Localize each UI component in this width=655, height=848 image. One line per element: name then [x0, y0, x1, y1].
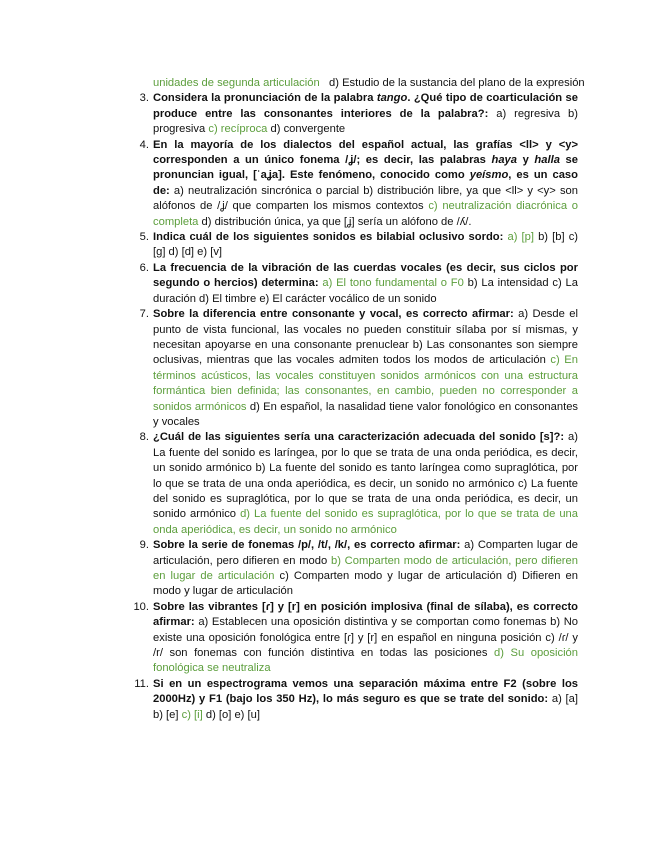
question-number: 9. — [139, 539, 149, 552]
option-text: b) La intensidad c) La duración d) El timbre e) El carácter vocálico de un sonido — [153, 277, 578, 305]
carry-over-text — [131, 76, 585, 91]
question-item — [131, 261, 578, 307]
questions-container — [131, 91, 578, 723]
question-number: 4. — [139, 138, 149, 151]
option-text: a) [a] b) [e] — [153, 693, 578, 721]
option-text: d) distribución única, ya que [ʝ] sería un alófono de /ʎ/. — [198, 215, 472, 228]
italic-term: halla — [534, 154, 560, 167]
correct-answer: d) La fuente del sonido es supraglótica, por lo que se trata de una onda aperiódica, es decir, un sonido no armónico — [153, 508, 579, 536]
question-item — [131, 91, 578, 137]
question-stem: Sobre las vibrantes [ɾ] y [r] en posición implosiva (final de sílaba), es correcto afirmar: — [153, 600, 578, 629]
question-stem: Sobre la serie de fonemas /p/, /t/, /k/, es correcto afirmar: — [153, 539, 461, 552]
option-text: a) La fuente del sonido es laríngea, por lo que se trata de una onda periódica, es decir, un sonido armónico b) La fuente del sonido es tanto laríngea como supraglótica, por lo que se trata de una onda aperiódica, es decir, un sonido no armónico c) La fuente del sonido es supraglótica, por lo que se trata de una onda periódica, es decir, un sonido armónico — [153, 431, 578, 521]
question-item — [131, 307, 578, 430]
option-text: a) Desde el punto de vista funcional, las vocales no pueden constituir sílaba por sí mismas, y necesitan apoyarse en una consonante prenuclear b) Las consonantes son siempre oclusivas, mientras que las vocales admiten todos los modos de articulación — [153, 308, 578, 367]
correct-answer: b) Comparten modo de articulación, pero difieren en lugar de articulación — [153, 554, 578, 582]
option-text: c) Comparten modo y lugar de articulación d) Difieren en modo y lugar de articulación — [153, 570, 578, 598]
option-text: a) regresiva b) progresiva — [153, 107, 578, 136]
correct-answer: d) Su oposición fonológica se neutraliza — [153, 647, 578, 675]
correct-answer: a) El tono fundamental o F0 — [322, 277, 464, 290]
question-number: 3. — [139, 92, 149, 105]
question-stem: ¿Cuál de las siguientes sería una caracterización adecuada del sonido [s]?: — [153, 431, 565, 444]
question-number: 6. — [139, 261, 149, 274]
question-item — [131, 677, 578, 723]
correct-answer: c) [i] — [181, 708, 203, 721]
question-stem: Indica cuál de los siguientes sonidos es bilabial oclusivo sordo: — [153, 231, 504, 244]
question-number: 5. — [139, 231, 149, 244]
correct-answer: a) [p] — [507, 231, 534, 244]
question-stem: Sobre la diferencia entre consonante y vocal, es correcto afirmar: — [153, 308, 514, 321]
correct-answer: unidades de segunda articulación — [153, 77, 320, 89]
question-number: 8. — [139, 431, 149, 444]
question-stem: Si en un espectrograma vemos una separación máxima entre F2 (sobre los 2000Hz) y F1 (bajo los 350 Hz), lo más seguro es que se trate del sonido: — [153, 677, 578, 706]
question-stem: Considera la pronunciación de la palabra tango. ¿Qué tipo de coarticulación se produce entre las consonantes interiores de la palabra?: — [153, 92, 578, 120]
question-item — [131, 538, 578, 600]
option-text: b) [b] c) [g] d) [d] e) [v] — [153, 231, 579, 259]
correct-answer: c) En términos acústicos, las vocales constituyen sonidos armónicos con una estructura formántica bien definida; las consonantes, en cambio, pueden no corresponder a sonidos armónicos — [153, 354, 578, 413]
question-item — [131, 138, 578, 230]
question-number: 11. — [134, 677, 149, 690]
question-list — [131, 76, 585, 723]
correct-answer: c) recíproca — [208, 123, 268, 136]
question-stem: En la mayoría de los dialectos del español actual, las grafías <ll> y <y> corresponden a un único fonema /ʝ/; es decir, las palabras haya y halla se pronuncian igual, [ˈaʝa]. Este fenómeno, conocido como yeísmo, es un caso de: — [153, 138, 578, 197]
question-item — [131, 600, 578, 677]
option-text: a) neutralización sincrónica o parcial b) distribución libre, ya que <ll> y <y> son alófonos de /ʝ/ que comparten los mismos contextos — [153, 184, 578, 213]
option-text: d) En español, la nasalidad tiene valor fonológico en consonantes y vocales — [153, 400, 579, 428]
correct-answer: c) neutralización diacrónica o completa — [153, 200, 578, 228]
option-text: d) convergente — [267, 123, 346, 136]
option-text: a) Comparten lugar de articulación, pero difieren en modo — [153, 539, 578, 567]
question-item — [131, 430, 578, 538]
italic-term: yeísmo — [469, 169, 509, 182]
italic-term: haya — [491, 154, 517, 167]
question-item — [131, 230, 578, 261]
question-number: 7. — [139, 308, 149, 321]
option-text: d) [o] e) [u] — [202, 708, 260, 721]
question-stem: La frecuencia de la vibración de las cuerdas vocales (es decir, sus ciclos por segundo o hercios) determina: — [153, 261, 578, 290]
option-text: a) Establecen una oposición distintiva y se comportan como fonemas b) No existe una oposición fonológica entre [ɾ] y [r] en español en ninguna posición c) /ɾ/ y /r/ son fonemas con función distintiva en todas las posiciones — [153, 616, 578, 660]
option-text: d) Estudio de la sustancia del plano de la expresión — [319, 77, 585, 89]
question-number: 10. — [133, 600, 149, 613]
italic-term: tango — [376, 92, 408, 105]
